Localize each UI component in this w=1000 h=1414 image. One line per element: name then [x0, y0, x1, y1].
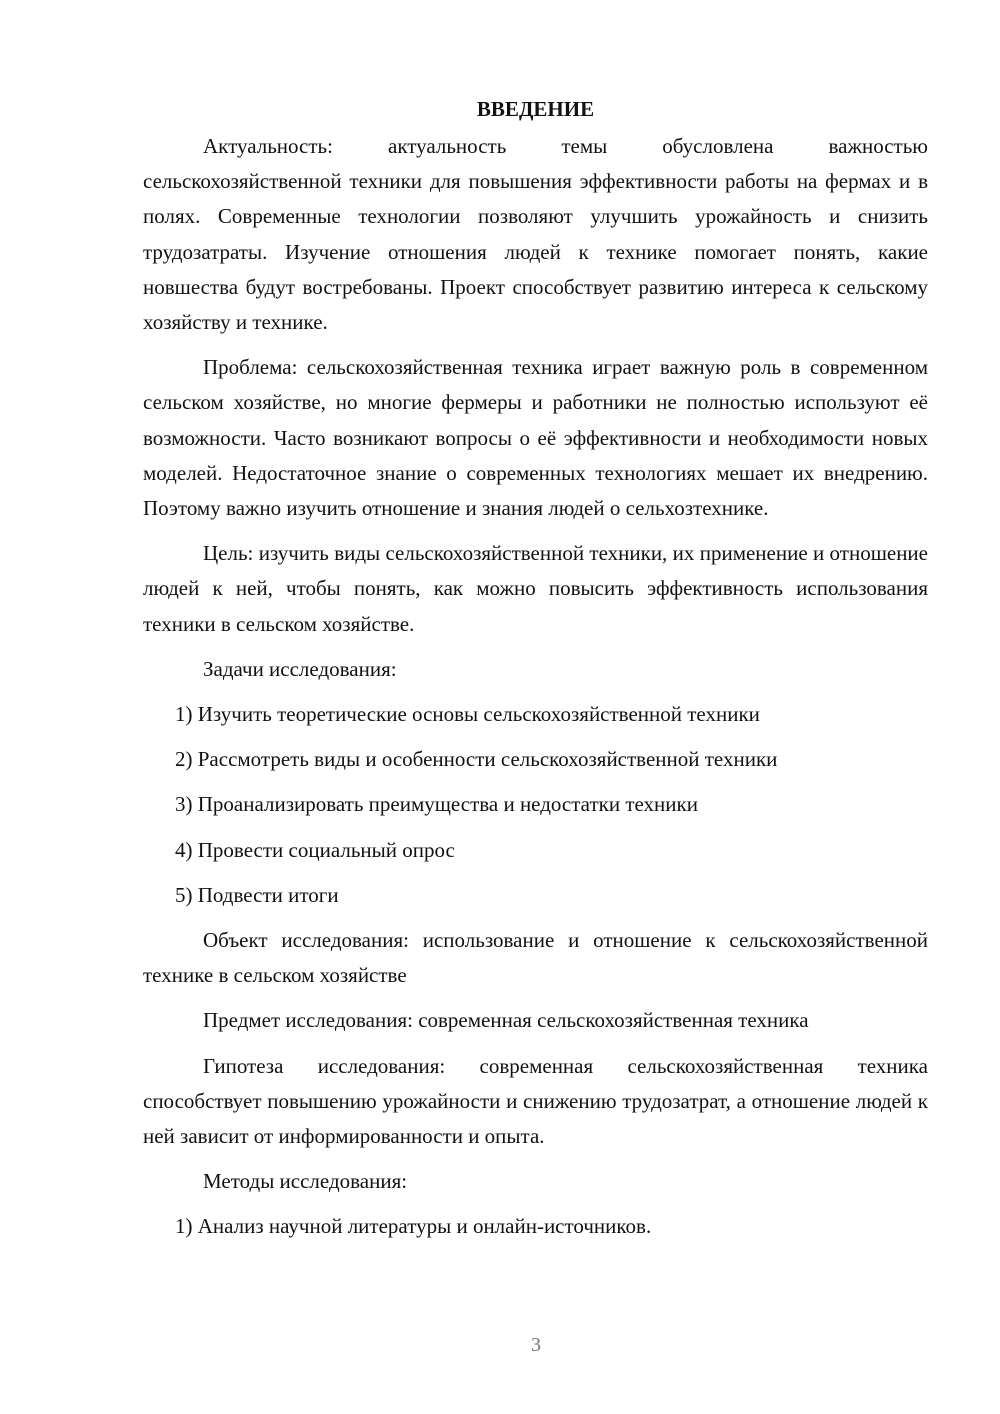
- document-page: [143, 92, 928, 1255]
- page-number: 3: [531, 1334, 541, 1356]
- goal-paragraph: Цель: изучить виды сельскохозяйственной техники, их применение и отношение людей к ней, чтобы понять, как можно повысить эффективность использования техники в сельском хозяйстве.: [143, 541, 928, 636]
- document-title: ВВЕДЕНИЕ: [476, 97, 595, 121]
- task-item: 4) Провести социальный опрос: [175, 837, 455, 862]
- task-item: 2) Рассмотреть виды и особенности сельскохозяйственной техники: [175, 747, 778, 772]
- task-item: 1) Изучить теоретические основы сельскохозяйственной техники: [175, 702, 760, 727]
- subject-paragraph: Предмет исследования: современная сельскохозяйственная техника: [203, 1008, 809, 1033]
- methods-heading: Методы исследования:: [203, 1169, 408, 1194]
- object-paragraph: Объект исследования: использование и отношение к сельскохозяйственной технике в сельском хозяйстве: [143, 928, 928, 988]
- tasks-heading: Задачи исследования:: [203, 656, 397, 681]
- task-item: 5) Подвести итоги: [175, 882, 339, 907]
- problem-paragraph: Проблема: сельскохозяйственная техника играет важную роль в современном сельском хозяйстве, но многие фермеры и работники не полностью используют её возможности. Часто возникают вопросы о её эффективности и необходимости новых моделей. Недостаточное знание о современных технологиях мешает их внедрению. Поэтому важно изучить отношение и знания людей о сельхозтехнике.: [143, 355, 928, 521]
- relevance-paragraph: Актуальность: актуальность темы обусловлена важностью сельскохозяйственной техники для повышения эффективности работы на фермах и в полях. Современные технологии позволяют улучшить урожайность и снизить трудозатраты. Изучение отношения людей к технике помогает понять, какие новшества будут востребованы. Проект способствует развитию интереса к сельскому хозяйству и технике.: [143, 134, 928, 335]
- hypothesis-paragraph: Гипотеза исследования: современная сельскохозяйственная техника способствует повышению урожайности и снижению трудозатрат, а отношение людей к ней зависит от информированности и опыта.: [143, 1053, 928, 1149]
- method-item: 1) Анализ научной литературы и онлайн-источников.: [175, 1214, 652, 1239]
- task-item: 3) Проанализировать преимущества и недостатки техники: [175, 792, 698, 817]
